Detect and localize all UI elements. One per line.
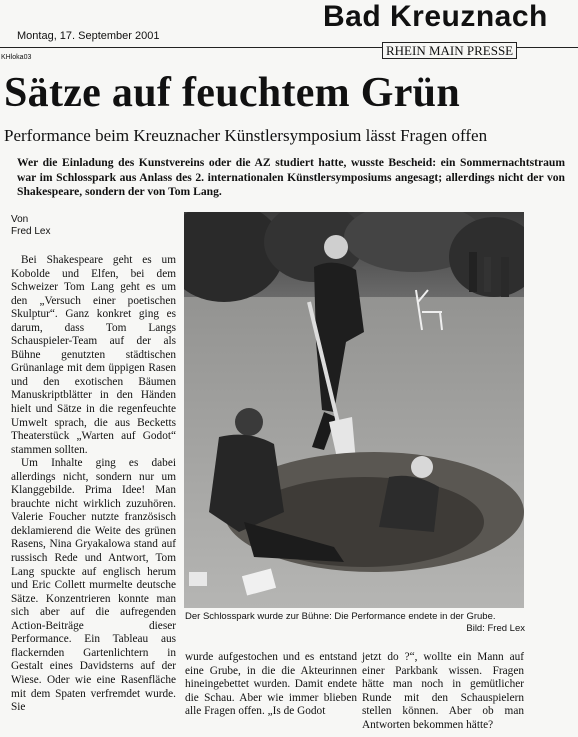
paragraph: Um Inhalte ging es dabei allerdings nicht, sondern nur um Klanggebilde. Prima Idee! Man brauchte nicht wirklich zuzuhören. Valerie Foucher nutzte französisch deklamierend die Weite des grünen Rasens, Nina Gryakalowa stand auf russisch Rede und Antwort, Tom Lang spuckte auf englisch herum und Eric Collett murmelte deutsche Sätze. Konzentrieren konnte man sich aber auf die aufregenden Action-Beiträge dieser Performance. Ein Tableau aus flackernden Gartenlichtern in Gestalt eines Davidsterns auf der Wiese. Oder wie eine Rasenfläche mit dem Spaten verfremdet wurde. Sie [11, 457, 176, 714]
paragraph: wurde aufgestochen und es entstand eine Grube, in die die Akteurinnen hineingebettet wurden. Damit endete die Schau. Aber wie immer blieben alle Fragen offen. „Is de Godot [185, 651, 357, 718]
byline-author: Fred Lex [11, 226, 51, 237]
paragraph: Bei Shakespeare geht es um Kobolde und Elfen, bei dem Schweizer Tom Lang geht es um den „Versuch einer poetischen Skulptur“. Ganz konkret ging es darum, dass Tom Langs Schauspieler-Team auf der als Bühne genutzten städtischen Grünanlage mit dem üppigen Rasen und den exotischen Bäumen Manuskriptblätter in den Händen hielt und Sätze in die regenfeuchte Umwelt sprach, die aus Becketts Theaterstück „Warten auf Godot“ stammen sollten. [11, 254, 176, 456]
photo-caption [185, 611, 525, 635]
manuscript-page [189, 572, 207, 586]
caption-text: Der Schlosspark wurde zur Bühne: Die Performance endete in der Grube. [185, 611, 496, 622]
article-column-2 [185, 651, 357, 719]
publisher-label: RHEIN MAIN PRESSE [382, 42, 517, 59]
background-person [469, 252, 477, 292]
article-column-3 [362, 651, 524, 732]
byline [11, 214, 50, 238]
background-person [501, 257, 509, 297]
page-code: KHloka03 [1, 54, 32, 61]
photo-credit: Bild: Fred Lex [466, 623, 525, 634]
article-headline: Sätze auf feuchtem Grün [4, 70, 461, 116]
performance-photo [184, 212, 524, 608]
byline-prefix-text: Von [11, 214, 29, 225]
paragraph: jetzt do ?“, wollte ein Mann auf einer Parkbank wissen. Fragen hätte man noch in gemütlicher Runde mit den Schauspielern stellen können. Aber ob man Antworten bekommen hätte? [362, 651, 524, 731]
article-subheadline: Performance beim Kreuznacher Künstlersymposium lässt Fragen offen [4, 126, 488, 145]
issue-date: Montag, 17. September 2001 [17, 30, 160, 42]
newspaper-name: Bad Kreuznach [323, 0, 548, 33]
background-person [484, 257, 491, 292]
article-column-1 [11, 254, 176, 715]
byline-prefix [11, 214, 50, 226]
article-lead: Wer die Einladung des Kunstvereins oder die AZ studiert hatte, wusste Bescheid: ein Sommernachtstraum war im Schlosspark aus Anlass des 2. internationalen Künstlersymposiums angesagt; allerdings nicht der von Shakespeare, sondern der von Tom Lang. [17, 156, 565, 198]
